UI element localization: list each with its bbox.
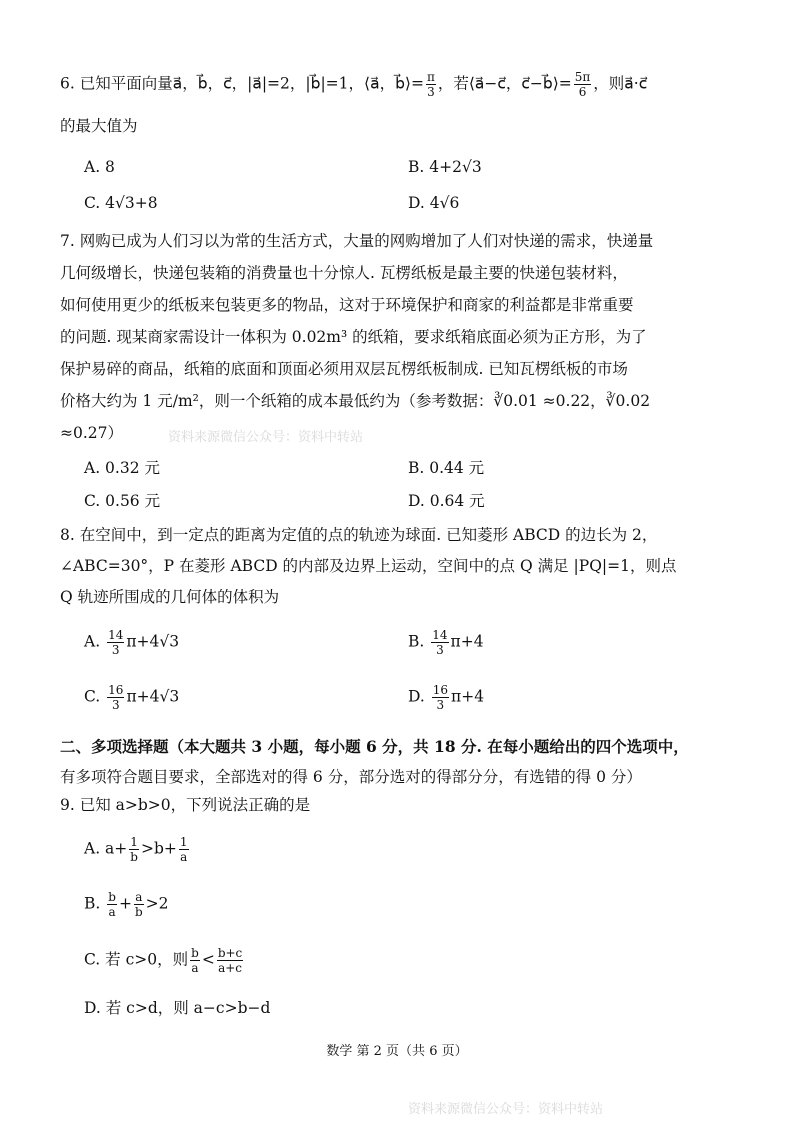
fraction-numerator: b+c <box>217 946 243 960</box>
option-text: >b+ <box>140 839 177 858</box>
fraction-denominator: b <box>134 905 143 919</box>
fraction <box>426 70 436 99</box>
question-text: 在空间中，到一定点的距离为定值的点的轨迹为球面. 已知菱形 ABCD 的边长为 2， <box>79 526 658 544</box>
option-text: < <box>201 950 215 969</box>
option-d: D. 若 c>d，则 a−c>b−d <box>84 999 271 1017</box>
fraction <box>190 946 200 975</box>
question-text: ，则a⃗·c⃗ <box>593 74 648 93</box>
option-text: A. a+ <box>84 839 128 858</box>
question-number: 6. <box>60 74 75 93</box>
option-text: B. <box>84 894 106 913</box>
fraction-numerator: 14 <box>432 628 448 642</box>
question-text: ，若⟨a⃗−c⃗，c⃗−b⃗⟩= <box>437 74 572 93</box>
fraction-numerator: 1 <box>179 835 188 849</box>
fraction-numerator: π <box>426 70 435 84</box>
question-text: 已知平面向量a⃗，b⃗，c⃗，|a⃗|=2，|b⃗|=1，⟨a⃗，b⃗⟩= <box>79 74 424 93</box>
fraction-numerator: 14 <box>108 628 124 642</box>
option-b: B. 0.44 元 <box>408 459 485 477</box>
question-6 <box>60 70 760 139</box>
question-6-stem-line2: 的最大值为 <box>60 117 138 135</box>
fraction-denominator: 3 <box>436 643 444 657</box>
option-b <box>84 890 168 919</box>
option-text: >2 <box>145 894 169 913</box>
fraction <box>574 70 592 99</box>
fraction <box>432 683 449 712</box>
section-2-line: 有多项符合题目要求，全部选对的得 6 分，部分选对的得部分分，有选错的得 0 分） <box>60 768 642 786</box>
question-7-line: ≈0.27） <box>60 424 123 442</box>
fraction-denominator: a <box>180 850 188 864</box>
option-c: C. 0.56 元 <box>84 492 161 510</box>
page-footer: 数学 第 2 页（共 6 页） <box>326 1044 468 1059</box>
question-7-line <box>60 225 760 257</box>
watermark: 资料来源微信公众号：资料中转站 <box>168 430 364 445</box>
option-d: D. $\frac{16}{3}$ π+4 <box>408 683 485 712</box>
fraction-numerator: 5π <box>574 70 591 84</box>
question-7-line: 如何使用更少的纸板来包装更多的物品，这对于环境保护和商家的利益都是非常重要 <box>60 296 634 314</box>
question-7-line: 价格大约为 1 元/m²，则一个纸箱的成本最低约为（参考数据：∛0.01 ≈0.22，∛0.02 <box>60 392 651 410</box>
fraction-denominator: b <box>130 850 138 864</box>
question-number: 7. <box>60 232 75 250</box>
option-b: B. 4+2√3 <box>408 158 482 176</box>
fraction <box>179 835 189 864</box>
fraction <box>107 628 124 657</box>
fraction-denominator: 3 <box>436 698 445 712</box>
fraction-numerator: 16 <box>108 683 124 697</box>
option-a: A. $\frac{14}{3}$ π+4√3 <box>84 628 180 657</box>
fraction <box>134 890 144 919</box>
option-a: A. 8 <box>84 158 115 176</box>
option-a: A. 0.32 元 <box>84 459 160 477</box>
fraction-numerator: 16 <box>432 683 449 697</box>
fraction-denominator: 3 <box>427 85 435 99</box>
fraction-denominator: a <box>191 961 199 975</box>
option-a <box>84 835 191 864</box>
option-d: D. 0.64 元 <box>408 492 485 510</box>
option-text: C. 若 c>0，则 <box>84 950 189 969</box>
watermark: 资料来源微信公众号：资料中转站 <box>408 1102 604 1117</box>
fraction <box>217 946 243 975</box>
fraction-denominator: 3 <box>111 698 120 712</box>
section-2-line: 二、多项选择题（本大题共 3 小题，每小题 6 分，共 18 分. 在每小题给出的四个选项中， <box>60 737 689 756</box>
fraction <box>431 628 448 657</box>
option-text: π+4 <box>451 687 485 706</box>
option-c: C. $\frac{16}{3}$ π+4√3 <box>84 683 180 712</box>
fraction-numerator: 1 <box>130 835 138 849</box>
option-text: π+4√3 <box>126 632 180 651</box>
option-text: π+4 <box>450 632 484 651</box>
question-6-stem-line1 <box>60 70 760 99</box>
fraction-denominator: a <box>108 905 116 919</box>
question-8 <box>60 520 760 613</box>
option-text: + <box>118 894 132 913</box>
section-2-heading <box>60 732 760 792</box>
question-7 <box>60 225 760 449</box>
question-number: 8. <box>60 526 75 544</box>
option-d: D. 4√6 <box>408 194 460 212</box>
question-9-stem: 9. 已知 a>b>0，下列说法正确的是 <box>60 796 311 814</box>
fraction <box>107 890 117 919</box>
fraction-denominator: 6 <box>578 85 587 99</box>
fraction <box>129 835 139 864</box>
option-c: C. 4√3+8 <box>84 194 158 212</box>
question-8-line: Q 轨迹所围成的几何体的体积为 <box>60 588 280 606</box>
fraction-numerator: a <box>135 890 143 904</box>
fraction <box>107 683 124 712</box>
option-text: π+4√3 <box>126 687 180 706</box>
question-7-line: 的问题. 现某商家需设计一体积为 0.02m³ 的纸箱，要求纸箱底面必须为正方形，为了 <box>60 328 647 346</box>
question-7-line: 保护易碎的商品，纸箱的底面和顶面必须用双层瓦楞纸板制成. 已知瓦楞纸板的市场 <box>60 360 628 378</box>
question-text: 网购已成为人们习以为常的生活方式，大量的网购增加了人们对快递的需求，快递量 <box>79 232 654 250</box>
fraction-numerator: b <box>108 890 116 904</box>
fraction-denominator: 3 <box>111 643 120 657</box>
fraction-denominator: a+c <box>218 961 243 975</box>
option-c <box>84 946 245 975</box>
question-8-line: ∠ABC=30°，P 在菱形 ABCD 的内部及边界上运动，空间中的点 Q 满足 |PQ|=1，则点 <box>60 557 677 575</box>
option-b: B. $\frac{14}{3}$ π+4 <box>408 628 484 657</box>
question-8-line <box>60 520 760 551</box>
question-7-line: 几何级增长，快递包装箱的消费量也十分惊人. 瓦楞纸板是最主要的快递包装材料， <box>60 264 628 282</box>
fraction-numerator: b <box>191 946 199 960</box>
